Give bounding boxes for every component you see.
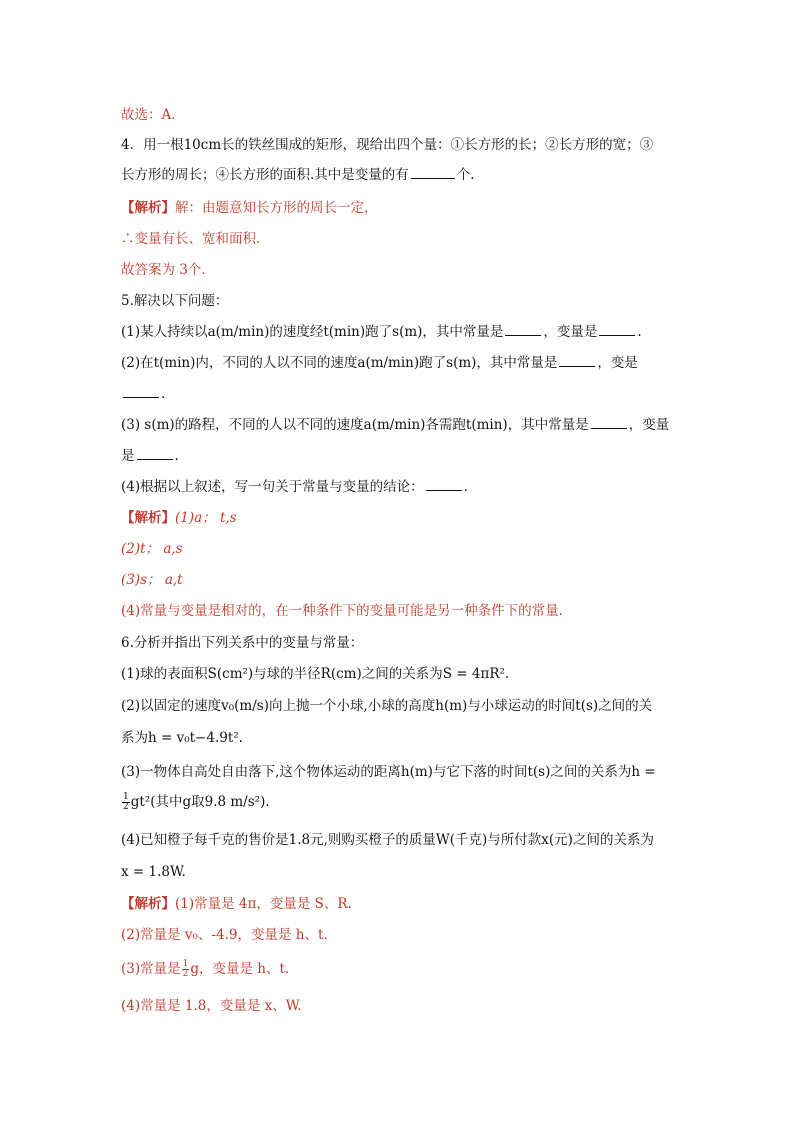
fraction-half — [182, 960, 190, 979]
solution-4-text-2: ∴变量有长、宽和面积． — [121, 231, 270, 247]
question-6-part-3b — [121, 793, 694, 812]
q5-4-end: . — [463, 479, 468, 495]
fraction-denominator: 2 — [123, 802, 129, 812]
answer-blank[interactable] — [505, 323, 541, 336]
solution-4-line-1 — [121, 199, 694, 217]
solution-6-line-3 — [121, 960, 694, 979]
question-6-part-3 — [121, 763, 694, 781]
question-6-title — [121, 634, 694, 652]
question-6-part-2b — [121, 729, 694, 747]
solution-6-3-text-2: g，变量是 h、t. — [190, 961, 290, 977]
question-6-part-1 — [121, 665, 694, 683]
answer-blank[interactable] — [599, 323, 635, 336]
answer-blank[interactable] — [559, 354, 595, 367]
question-5-part-4 — [121, 478, 694, 496]
question-5-part-3 — [121, 416, 694, 434]
question-4-text-2: 长方形的周长；④长方形的面积.其中是变量的有 — [121, 167, 409, 183]
question-6-text: 6.分析并指出下列关系中的变量与常量： — [121, 635, 364, 651]
q5-1-text-mid: ，变量是 — [543, 324, 598, 340]
q6-4-text: (4)已知橙子每千克的售价是1.8元,则购买橙子的质量W(千克)与所付款x(元)之间的关系为 — [121, 832, 654, 848]
question-5-part-2 — [121, 354, 694, 372]
fraction-numerator: 1 — [182, 959, 189, 969]
solution-5-4: (4)常量与变量是相对的，在一种条件下的变量可能是另一种条件下的常量. — [121, 603, 563, 619]
solution-5-line-4 — [121, 602, 694, 620]
solution-6-2: (2)常量是 v₀、-4.9，变量是 h、t. — [121, 927, 328, 943]
analysis-tag: 【解析】 — [121, 510, 175, 526]
analysis-tag: 【解析】 — [121, 896, 175, 912]
question-4-line-2 — [121, 166, 694, 184]
answer-text: 故选：A． — [121, 107, 185, 123]
solution-5-line-3 — [121, 571, 694, 589]
q5-3-end: . — [174, 448, 179, 464]
question-4-unit: 个. — [456, 167, 475, 183]
solution-5-line-1 — [121, 509, 694, 527]
q6-4-formula: x = 1.8W. — [121, 864, 186, 880]
question-6-part-2 — [121, 697, 694, 715]
solution-6-line-2 — [121, 926, 694, 944]
question-5-part-1 — [121, 323, 694, 341]
answer-blank[interactable] — [591, 416, 627, 429]
q5-2-text-mid: ，变是 — [597, 355, 638, 371]
solution-6-1: (1)常量是 4π，变量是 S、R. — [175, 896, 352, 912]
answer-line-3 — [121, 106, 694, 124]
solution-5-line-2 — [121, 540, 694, 558]
question-5-part-3b — [121, 447, 694, 465]
question-5-title — [121, 292, 694, 310]
solution-6-line-1 — [121, 895, 694, 913]
question-4-line-1 — [121, 136, 694, 154]
q5-1-text: (1)某人持续以a(m/min)的速度经t(min)跑了s(m)，其中常量是 — [121, 324, 504, 340]
fraction-half — [122, 793, 130, 812]
fraction-denominator: 2 — [182, 969, 189, 979]
q5-4-text: (4)根据以上叙述，写一句关于常量与变量的结论： — [121, 479, 424, 495]
q6-2-text: (2)以固定的速度v₀(m/s)向上抛一个小球,小球的高度h(m)与小球运动的时间t(s)之间的关 — [121, 698, 653, 714]
solution-5-1: (1)a； t,s — [175, 510, 237, 526]
solution-6-3-text: (3)常量是 — [121, 961, 181, 977]
q6-2-formula: 系为h = v₀t−4.9t². — [121, 730, 243, 746]
q5-3-text: (3) s(m)的路程，不同的人以不同的速度a(m/min)各需跑t(min)，其中常量是 — [121, 417, 589, 433]
solution-6-line-4 — [121, 997, 694, 1015]
q5-2-end: . — [161, 386, 166, 402]
question-6-part-4b — [121, 863, 694, 881]
analysis-tag: 【解析】 — [121, 200, 175, 216]
question-5-text: 5.解决以下问题： — [121, 293, 229, 309]
q6-3-formula: gt²(其中g取9.8 m/s²). — [130, 794, 270, 810]
q6-3-text: (3)一物体自高处自由落下,这个物体运动的距离h(m)与它下落的时间t(s)之间的关系为h = — [121, 764, 656, 780]
answer-blank[interactable] — [426, 478, 462, 491]
q5-3-text-mid: ，变量 — [628, 417, 670, 433]
question-4-text: 4．用一根10cm长的铁丝围成的矩形，现给出四个量：①长方形的长；②长方形的宽；③ — [121, 137, 654, 153]
solution-6-4: (4)常量是 1.8，变量是 x、W. — [121, 998, 302, 1014]
answer-blank[interactable] — [123, 385, 159, 398]
fraction-numerator: 1 — [123, 792, 129, 802]
solution-5-2: (2)t； a,s — [121, 541, 183, 557]
solution-4-line-3 — [121, 261, 694, 279]
q5-3-text-2: 是 — [121, 448, 135, 464]
question-5-part-2b — [121, 385, 694, 403]
q5-2-text: (2)在t(min)内，不同的人以不同的速度a(m/min)跑了s(m)，其中常量是 — [121, 355, 558, 371]
solution-4-text: 解：由题意知长方形的周长一定， — [175, 200, 378, 216]
q5-1-end: . — [637, 324, 642, 340]
solution-4-line-2 — [121, 230, 694, 248]
answer-blank[interactable] — [411, 166, 455, 179]
solution-5-3: (3)s； a,t — [121, 572, 183, 588]
solution-4-answer: 故答案为 3个． — [121, 262, 215, 278]
answer-blank[interactable] — [137, 447, 173, 460]
q6-1-text: (1)球的表面积S(cm²)与球的半径R(cm)之间的关系为S = 4πR². — [121, 666, 510, 682]
question-6-part-4 — [121, 831, 694, 849]
